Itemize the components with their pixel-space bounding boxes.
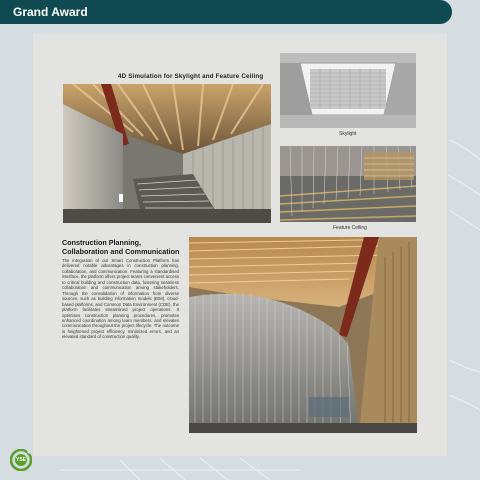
- section-title: [62, 238, 182, 256]
- company-logo-icon: [10, 449, 32, 471]
- logo-text: YSE: [15, 457, 26, 463]
- simulation-title: 4D Simulation for Skylight and Feature Ceiling: [118, 73, 264, 80]
- header-bar: [0, 0, 452, 24]
- feature-ceiling-photo: [280, 146, 416, 222]
- skylight-caption: Skylight: [339, 131, 357, 137]
- atrium-photo: [189, 237, 417, 433]
- section-body: The integration of our Smart Construction Platform has delivered notable advantages in construction planning, collaboration, and communication. Featuring a standardised interface, the platform offers project teams convenient access to critical building and construction data, fostering seamless collaboration and communication among stakeholders. Through the consolidation of information from diverse sources, such as building information models (BIM), cloud-based platforms, and Common Data Environment (CDE), the platform facilitates streamlined project operations. It optimises construction planning procedures, promotes enhanced coordination among team members, and elevates communication throughout the project lifecycle. The outcome is heightened project efficiency, minimized errors, and an elevated standard of construction quality.: [62, 258, 179, 340]
- section-title-line-1: Construction Planning,: [62, 238, 142, 247]
- section-title-line-2: Collaboration and Communication: [62, 247, 180, 256]
- skylight-photo: [280, 53, 416, 128]
- staircase-photo: [63, 84, 271, 223]
- page-title: Grand Award: [13, 5, 88, 19]
- feature-ceiling-caption: Feature Ceiling: [333, 225, 367, 231]
